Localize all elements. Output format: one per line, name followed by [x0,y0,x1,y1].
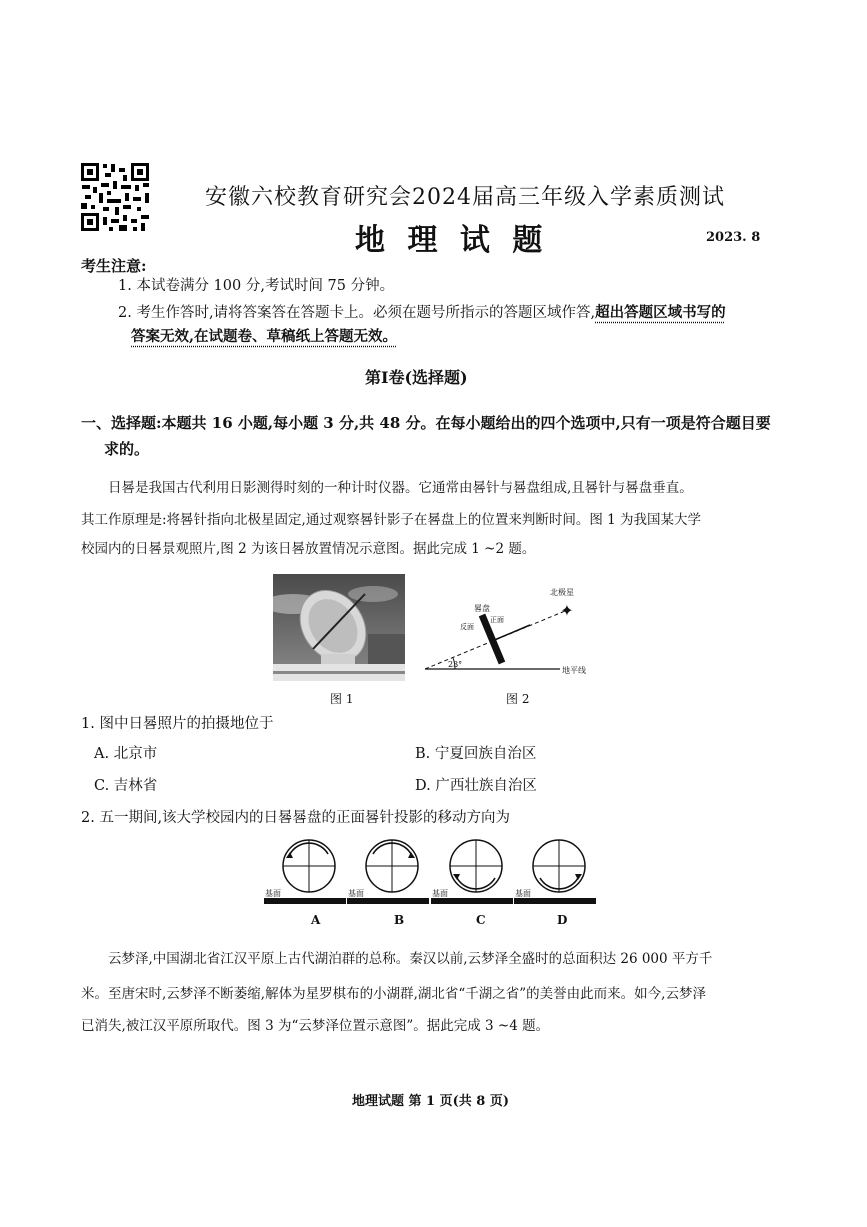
passage-1-line-2: 其工作原理是:将晷针指向北极星固定,通过观察晷针影子在晷盘上的位置来判断时间。图 1 为我国某大学 [81,512,702,528]
figure-2-caption: 图 2 [506,692,530,706]
notice-item-2-continued: 答案无效,在试题卷、草稿纸上答题无效。 [131,328,398,345]
passage-2-line-2: 米。至唐宋时,云梦泽不断萎缩,解体为星罗棋布的小湖群,湖北省“千湖之省”的美誉由此而来。如今,云梦泽 [81,986,706,1002]
horizon-label: 地平线 [562,666,586,675]
qr-code-image [79,161,151,233]
question-1-option-b: B. 宁夏回族自治区 [415,746,537,762]
dial-diagram-a [264,836,346,911]
passage-1-line-1: 日晷是我国古代利用日影测得时刻的一种计时仪器。它通常由晷针与晷盘组成,且晷针与晷盘垂直。 [108,480,693,496]
svg-text:基面: 基面 [515,889,531,898]
section-title: 第Ⅰ卷(选择题) [365,368,468,387]
notice-heading: 考生注意: [81,257,147,275]
section-instructions: 一、选择题:本题共 16 小题,每小题 3 分,共 48 分。在每小题给出的四个选项中,只有一项是符合题目要 [81,414,771,432]
dial-label-d: D [557,913,568,927]
question-1-option-d: D. 广西壮族自治区 [415,778,537,794]
notice-item-2-text: 2. 考生作答时,请将答案答在答题卡上。必须在题号所指示的答题区域作答, [118,305,596,321]
angle-label: 23° [448,660,463,669]
passage-2-line-3: 已消失,被江汉平原所取代。图 3 为“云梦泽位置示意图”。据此完成 3 ~4 题。 [81,1018,550,1034]
passage-1-line-3: 校园内的日晷景观照片,图 2 为该日晷放置情况示意图。据此完成 1 ~2 题。 [81,541,536,557]
front-label: 正面 [490,616,504,624]
back-label: 反面 [460,623,474,631]
svg-text:基面: 基面 [348,889,364,898]
dial-diagram-c [431,836,513,911]
svg-text:基面: 基面 [432,889,448,898]
svg-text:基面: 基面 [265,889,281,898]
notice-item-2 [118,302,726,324]
question-1-option-a: A. 北京市 [94,746,158,762]
dial-diagram-b [347,836,429,911]
sundial-placement-diagram [420,581,610,681]
polaris-star-icon: ✦ [560,601,574,620]
figure-1-caption: 图 1 [330,692,354,706]
question-1: 1. 图中日晷照片的拍摄地位于 [81,716,274,732]
exam-date: 2023. 8 [706,230,761,245]
dial-diagram-d [514,836,596,911]
page-footer: 地理试题 第 1 页(共 8 页) [352,1094,510,1109]
notice-item-1: 1. 本试卷满分 100 分,考试时间 75 分钟。 [118,278,395,294]
dial-label: 晷盘 [474,604,490,613]
sundial-photo [273,574,405,681]
exam-title: 地 理 试 题 [355,223,549,258]
exam-subtitle: 安徽六校教育研究会2024届高三年级入学素质测试 [205,185,725,210]
dial-label-a: A [311,913,321,927]
dial-label-b: B [394,913,405,927]
dial-label-c: C [476,913,486,927]
notice-item-2-emphasis: 超出答题区域书写的 [595,304,726,321]
polaris-label: 北极星 [550,588,574,597]
passage-2-line-1: 云梦泽,中国湖北省江汉平原上古代湖泊群的总称。秦汉以前,云梦泽全盛时的总面积达 26 000 平方千 [108,951,713,967]
section-instructions-continued: 求的。 [104,440,150,458]
question-1-option-c: C. 吉林省 [94,778,158,794]
question-2: 2. 五一期间,该大学校园内的日晷晷盘的正面晷针投影的移动方向为 [81,810,511,826]
gnomon [492,625,530,641]
